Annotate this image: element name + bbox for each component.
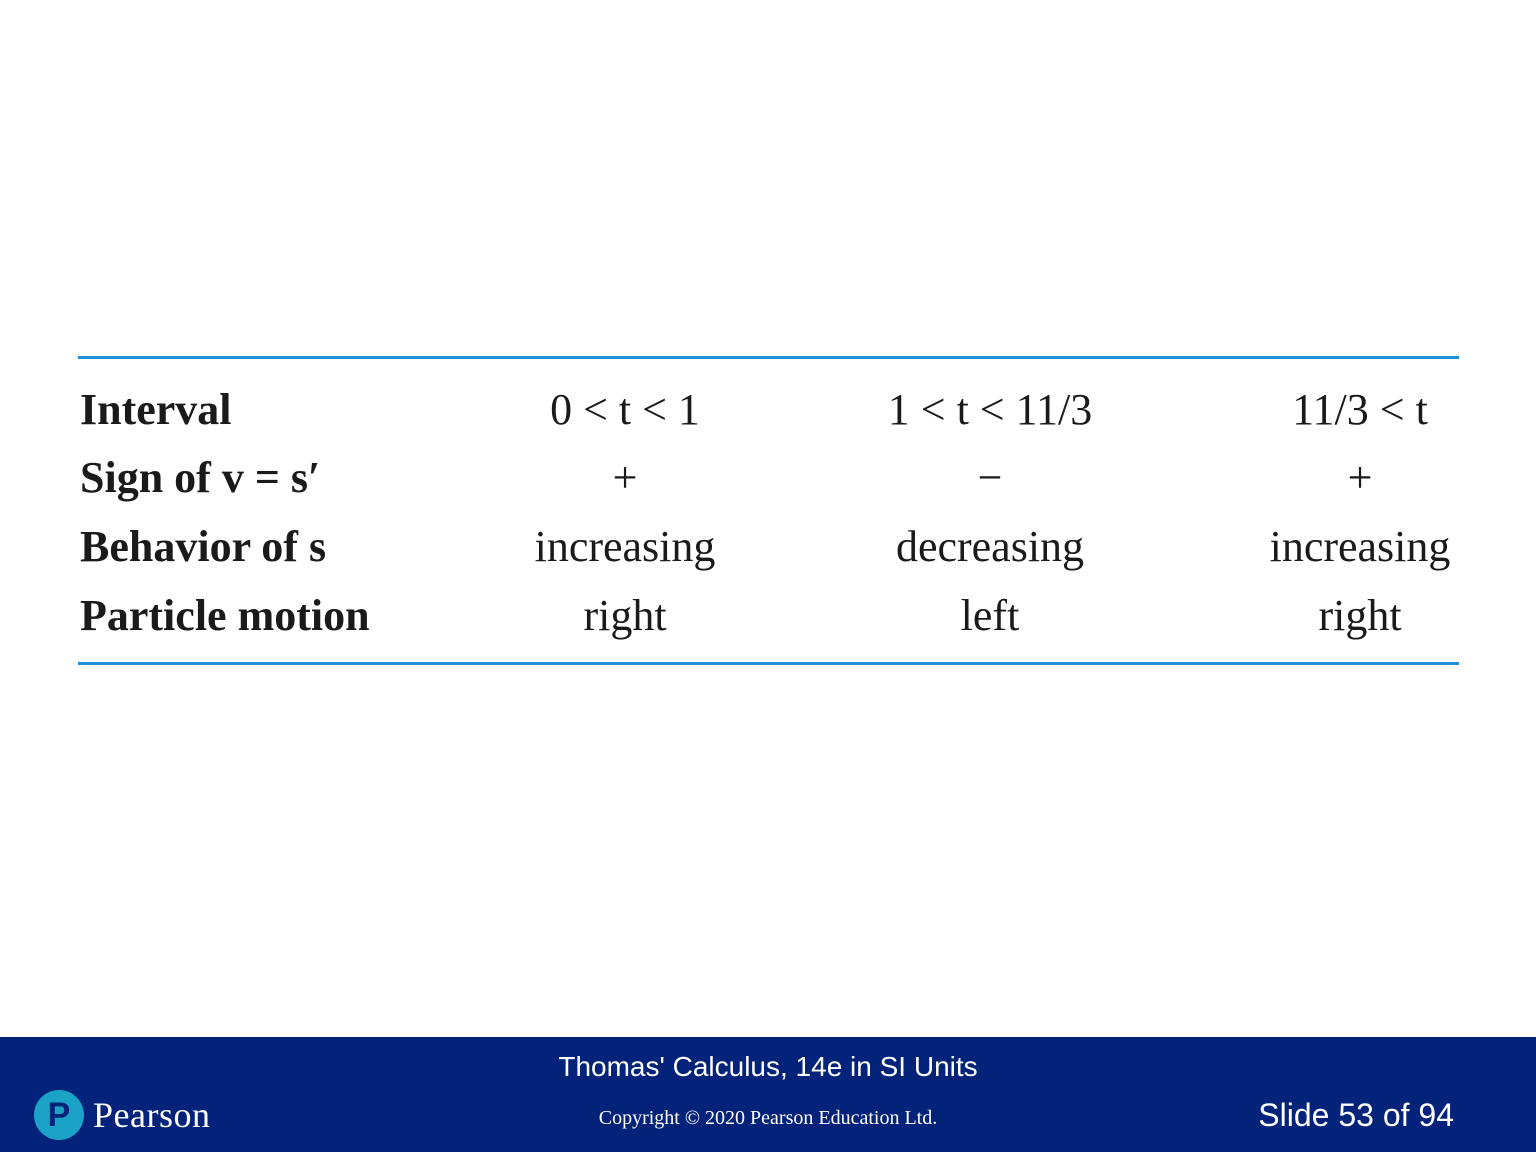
row-label: Particle motion [80,591,370,640]
row-label: Behavior of s [80,522,327,571]
table-cell: decreasing [895,522,1085,571]
table-cell: increasing [1269,522,1451,571]
book-title: Thomas' Calculus, 14e in SI Units [558,1051,978,1082]
table-bottom-rule [78,662,1459,665]
table-cell: increasing [534,522,716,571]
table-row-behavior [0,517,1536,577]
table-cell: 0 < t < 1 [550,385,700,434]
row-label: Sign of v = s′ [80,453,321,502]
footer-bar [0,1037,1536,1152]
table-top-rule [78,356,1459,359]
row-label: Interval [80,385,232,434]
table-cell: 11/3 < t [1292,385,1428,434]
copyright-notice: Copyright © 2020 Pearson Education Ltd. [598,1107,938,1129]
table-cell: right [1318,591,1402,640]
pearson-logo-text: Pearson [93,1095,211,1135]
table-cell: right [583,591,667,640]
table-cell: left [960,591,1020,640]
table-cell: 1 < t < 11/3 [887,385,1093,434]
table-cell: − [977,453,1003,502]
table-cell: + [1347,453,1373,502]
table-row-motion [0,586,1536,646]
table-cell: + [612,453,638,502]
pearson-logo-icon: P [34,1090,84,1140]
table-row-interval [0,380,1536,440]
table-row-sign [0,448,1536,508]
slide-number: Slide 53 of 94 [1258,1097,1454,1133]
